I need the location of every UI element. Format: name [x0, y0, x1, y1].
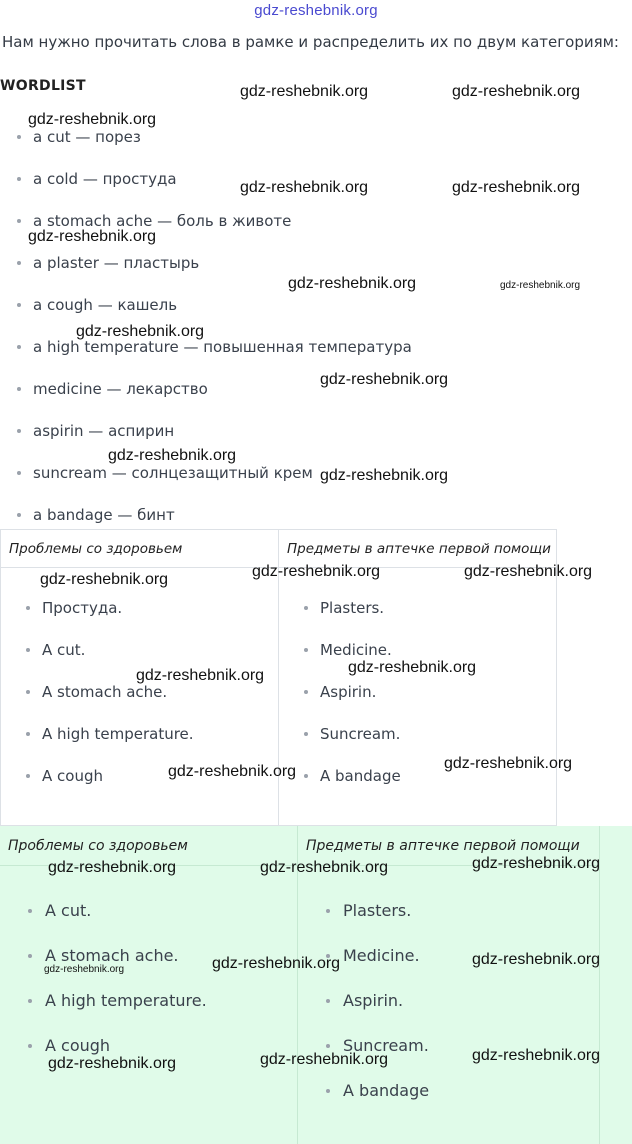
column-header: Проблемы со здоровьем — [1, 530, 278, 568]
bullet-icon — [28, 1044, 32, 1048]
watermark: gdz-reshebnik.org — [252, 563, 381, 580]
list-item: Простуда. — [1, 587, 278, 629]
bullet-icon — [17, 471, 21, 475]
column-header: Предметы в аптечке первой помощи — [298, 826, 599, 866]
list-item: A stomach ache. — [0, 933, 297, 978]
watermark: gdz-reshebnik.org — [212, 955, 341, 972]
bullet-icon — [304, 606, 308, 610]
list-item: a plaster — пластырь — [0, 242, 412, 284]
list-item: a high temperature — повышенная температура — [0, 326, 412, 368]
site-header[interactable]: gdz-reshebnik.org — [254, 2, 378, 19]
intro-text: Нам нужно прочитать слова в рамке и распределить их по двум категориям: — [2, 33, 619, 51]
list-item: Medicine. — [298, 933, 599, 978]
bullet-icon — [17, 387, 21, 391]
bullet-icon — [26, 690, 30, 694]
list-item: Plasters. — [298, 888, 599, 933]
list-item: a stomach ache — боль в животе — [0, 200, 412, 242]
column-header: Проблемы со здоровьем — [0, 826, 297, 866]
bullet-icon — [28, 954, 32, 958]
watermark: gdz-reshebnik.org — [28, 111, 157, 128]
watermark: gdz-reshebnik.org — [260, 859, 389, 876]
bullet-icon — [326, 1089, 330, 1093]
watermark: gdz-reshebnik.org — [452, 83, 581, 100]
bullet-icon — [17, 513, 21, 517]
bullet-icon — [26, 774, 30, 778]
watermark: gdz-reshebnik.org — [444, 755, 573, 772]
watermark: gdz-reshebnik.org — [260, 1051, 389, 1068]
list-item: aspirin — аспирин — [0, 410, 412, 452]
watermark: gdz-reshebnik.org — [40, 571, 169, 588]
bullet-icon — [326, 909, 330, 913]
list-item: A high temperature. — [1, 713, 278, 755]
bullet-icon — [326, 999, 330, 1003]
list-item: Suncream. — [298, 1023, 599, 1068]
watermark: gdz-reshebnik.org — [472, 1047, 601, 1064]
watermark: gdz-reshebnik.org — [240, 83, 369, 100]
list-item: Medicine. — [279, 629, 556, 671]
watermark: gdz-reshebnik.org — [48, 1055, 177, 1072]
watermark: gdz-reshebnik.org — [108, 447, 237, 464]
list-item: Suncream. — [279, 713, 556, 755]
bullet-icon — [17, 303, 21, 307]
bullet-icon — [304, 690, 308, 694]
list-item: A bandage — [298, 1068, 599, 1113]
bullet-icon — [304, 648, 308, 652]
watermark: gdz-reshebnik.org — [28, 228, 157, 245]
bullet-icon — [17, 177, 21, 181]
bullet-icon — [17, 261, 21, 265]
bullet-icon — [26, 606, 30, 610]
list-item: A cut. — [0, 888, 297, 933]
list-item: a cough — кашель — [0, 284, 412, 326]
watermark: gdz-reshebnik.org — [136, 667, 265, 684]
watermark: gdz-reshebnik.org — [288, 275, 417, 292]
bullet-icon — [17, 345, 21, 349]
watermark: gdz-reshebnik.org — [320, 371, 449, 388]
list-item: Aspirin. — [279, 671, 556, 713]
list-item: a cold — простуда — [0, 158, 412, 200]
bullet-icon — [26, 732, 30, 736]
bullet-icon — [28, 909, 32, 913]
list-item: A cough — [0, 1023, 297, 1068]
watermark: gdz-reshebnik.org — [464, 563, 593, 580]
list-item: Plasters. — [279, 587, 556, 629]
watermark: gdz-reshebnik.org — [240, 179, 369, 196]
watermark: gdz-reshebnik.org — [48, 859, 177, 876]
list-item: A stomach ache. — [1, 671, 278, 713]
bullet-icon — [326, 1044, 330, 1048]
bullet-icon — [26, 648, 30, 652]
list-item: suncream — солнцезащитный крем — [0, 452, 412, 494]
column-header: Предметы в аптечке первой помощи — [279, 530, 556, 568]
list-item: a bandage — бинт — [0, 494, 412, 536]
list-item: a cut — порез — [0, 116, 412, 158]
list-item: A cut. — [1, 629, 278, 671]
bullet-icon — [17, 429, 21, 433]
watermark: gdz-reshebnik.org — [500, 280, 581, 291]
watermark: gdz-reshebnik.org — [472, 855, 601, 872]
bullet-icon — [17, 135, 21, 139]
watermark: gdz-reshebnik.org — [320, 467, 449, 484]
bullet-icon — [28, 999, 32, 1003]
watermark: gdz-reshebnik.org — [44, 964, 125, 975]
bullet-icon — [304, 774, 308, 778]
watermark: gdz-reshebnik.org — [168, 763, 297, 780]
watermark: gdz-reshebnik.org — [76, 323, 205, 340]
list-item: medicine — лекарство — [0, 368, 412, 410]
list-item: Aspirin. — [298, 978, 599, 1023]
watermark: gdz-reshebnik.org — [452, 179, 581, 196]
list-item: A bandage — [279, 755, 556, 797]
bullet-icon — [17, 219, 21, 223]
list-item: A high temperature. — [0, 978, 297, 1023]
list-item: A cough — [1, 755, 278, 797]
wordlist-title: WORDLIST — [0, 78, 86, 94]
watermark: gdz-reshebnik.org — [472, 951, 601, 968]
watermark: gdz-reshebnik.org — [348, 659, 477, 676]
bullet-icon — [304, 732, 308, 736]
